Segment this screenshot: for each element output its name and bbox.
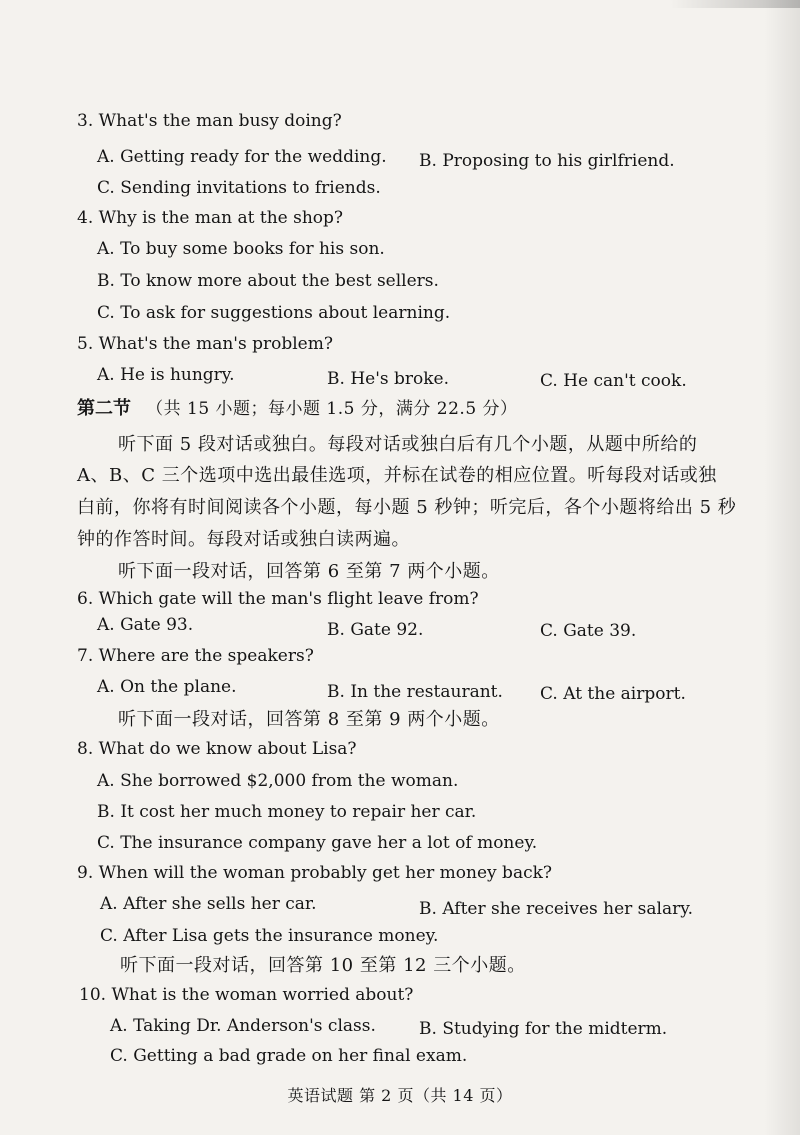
q3-option-c: C. Sending invitations to friends. [97,178,381,198]
dialogue-prompt: 听下面一段对话，回答第 10 至第 12 三个小题。 [120,955,526,976]
question-4 [77,210,343,227]
instruction-line: 白前，你将有时间阅读各个小题，每小题 5 秒钟；听完后，各个小题将给出 5 秒 [77,497,737,518]
question-3 [77,113,342,130]
scan-edge [670,0,800,8]
q4-option-c: C. To ask for suggestions about learning. [97,303,451,323]
question-8 [77,741,357,758]
question-10 [79,987,413,1004]
q9-option-a: A. After she sells her car. [100,894,317,914]
dialogue-prompt: 听下面一段对话，回答第 8 至第 9 两个小题。 [118,709,500,730]
q9-option-b: B. After she receives her salary. [419,899,693,919]
question-text: Where are the speakers? [98,646,314,666]
q4-option-b: B. To know more about the best sellers. [97,271,439,291]
question-7 [77,648,314,665]
question-text: Which gate will the man's flight leave from? [98,589,479,609]
question-number: 8. [77,739,94,759]
instruction-line: 听下面 5 段对话或独白。每段对话或独白后有几个小题，从题中所给的 [118,434,698,455]
instruction-line: 钟的作答时间。每段对话或独白读两遍。 [77,529,410,550]
question-text: Why is the man at the shop? [98,208,344,228]
question-number: 9. [77,863,94,883]
q6-option-c: C. Gate 39. [540,621,637,641]
q5-option-a: A. He is hungry. [97,365,235,385]
q7-option-c: C. At the airport. [540,684,686,704]
q9-option-c: C. After Lisa gets the insurance money. [100,926,439,946]
dialogue-prompt: 听下面一段对话，回答第 6 至第 7 两个小题。 [118,561,500,582]
q10-option-b: B. Studying for the midterm. [419,1019,668,1039]
q6-option-a: A. Gate 93. [97,615,194,635]
question-text: What do we know about Lisa? [98,739,357,759]
question-9 [77,865,552,882]
question-number: 7. [77,646,94,666]
section-2-heading [77,400,518,418]
page-footer: 英语试题 第 2 页（共 14 页） [287,1086,513,1105]
question-text: When will the woman probably get her money back? [98,863,553,883]
q10-option-c: C. Getting a bad grade on her final exam. [110,1046,468,1066]
q10-option-a: A. Taking Dr. Anderson's class. [110,1016,376,1036]
section-title: 第二节 [77,398,131,419]
question-text: What is the woman worried about? [111,985,414,1005]
q6-option-b: B. Gate 92. [327,620,424,640]
section-note: （共 15 小题；每小题 1.5 分，满分 22.5 分） [146,399,518,419]
question-6 [77,591,479,608]
question-text: What's the man busy doing? [98,111,342,131]
q7-option-b: B. In the restaurant. [327,682,503,702]
question-number: 10. [79,985,107,1005]
q3-option-a: A. Getting ready for the wedding. [97,147,387,167]
question-number: 6. [77,589,94,609]
question-number: 3. [77,111,94,131]
q8-option-a: A. She borrowed $2,000 from the woman. [97,771,459,791]
q3-option-b: B. Proposing to his girlfriend. [419,151,675,171]
q8-option-b: B. It cost her much money to repair her car. [97,802,477,822]
q4-option-a: A. To buy some books for his son. [97,239,385,259]
instruction-line: A、B、C 三个选项中选出最佳选项，并标在试卷的相应位置。听每段对话或独 [77,465,717,486]
q7-option-a: A. On the plane. [97,677,237,697]
q8-option-c: C. The insurance company gave her a lot of money. [97,833,538,853]
q5-option-b: B. He's broke. [327,369,450,389]
q5-option-c: C. He can't cook. [540,371,687,391]
question-text: What's the man's problem? [98,334,333,354]
question-number: 4. [77,208,94,228]
question-number: 5. [77,334,94,354]
question-5 [77,336,333,353]
page-edge-shadow [764,0,800,1135]
